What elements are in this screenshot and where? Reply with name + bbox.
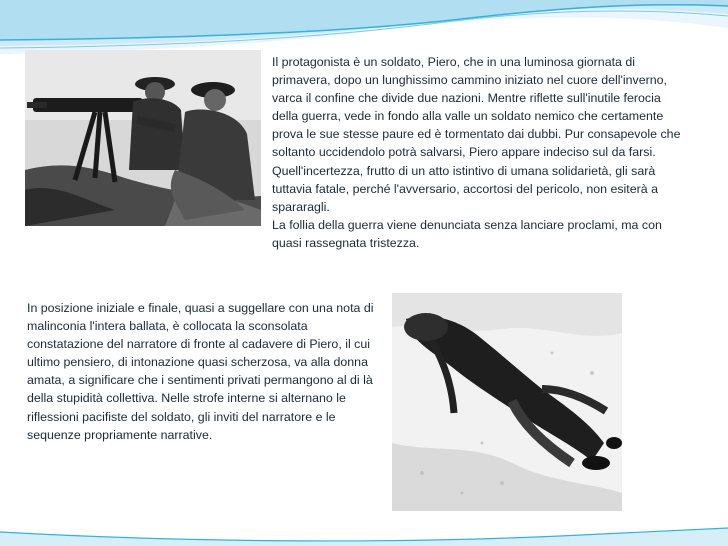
paragraph-plot-summary: Il protagonista è un soldato, Piero, che in una luminosa giornata di primavera, dopo un lunghissimo cammino iniziato nel cuore dell'inverno, varca il confine che divide due nazioni. Mentre riflette sull'inutile ferocia della guerra, vede in fondo alla valle un soldato nemico che certamente prova le sue stesse paure ed è tormentato dai dubbi. Pur consapevole che soltanto uccidendolo potrà salvarsi, Piero appare indeciso sul da farsi. Quell'incertezza, frutto di un atto istintivo di umana solidarietà, gli sarà tuttavia fatale, perché l'avversario, accortosi del pericolo, non esiterà a spararagli. La follia della guerra viene denunciata senza lanciare proclami, ma con quasi rassegnata tristezza. (272, 55, 681, 250)
fallen-soldier-photo (392, 293, 622, 511)
paragraph-ballad-structure: In posizione iniziale e finale, quasi a suggellare con una nota di malinconia l'intera ballata, è collocata la sconsolata constatazione del narratore di fronte al cadavere di Piero, il cui ultimo pensiero, di intonazione quasi scherzosa, va alla donna amata, a significare che i sentimenti privati permangono al di là della stupidità collettiva. Nelle strofe interne si alternano le riflessioni pacifiste del soldato, gli inviti del narratore e le sequenze propriamente narrative. (27, 301, 374, 442)
bottom-wave-decoration (0, 506, 728, 546)
machine-gunners-photo (25, 50, 261, 226)
